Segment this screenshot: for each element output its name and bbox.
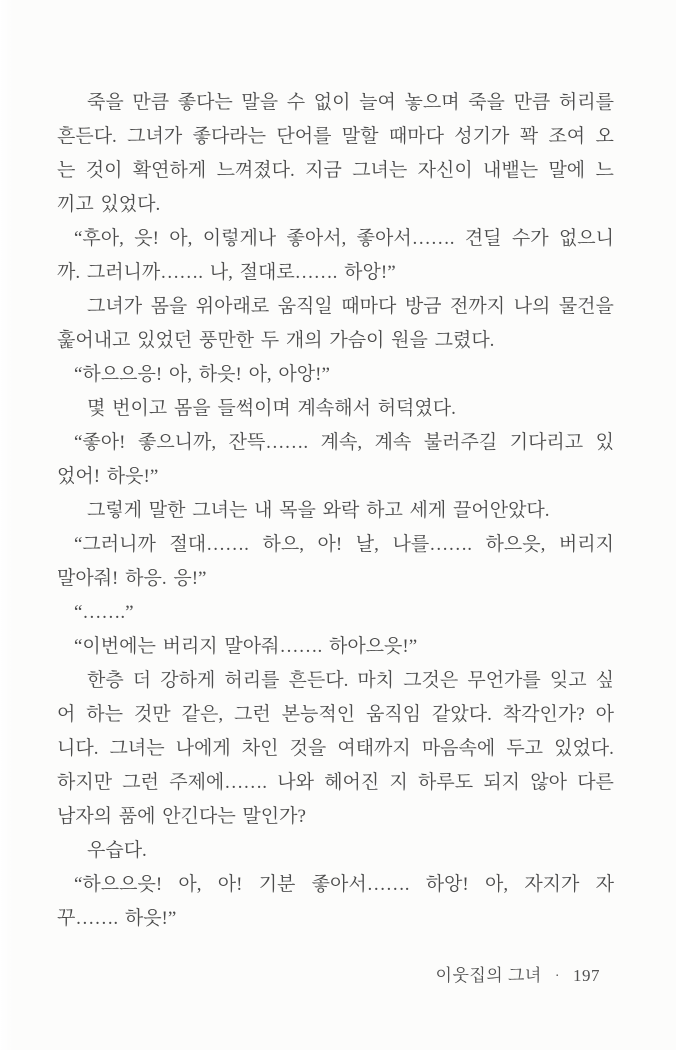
- text-word: 흔든다.: [288, 670, 349, 691]
- text-word: 기다리고: [509, 432, 584, 453]
- text-word: 없이: [313, 92, 351, 113]
- text-word: 움직일: [277, 296, 333, 317]
- text-word: 그녀가: [87, 296, 143, 317]
- page-footer: [436, 962, 600, 990]
- text-word: 차인: [241, 738, 279, 759]
- text-line: [57, 868, 614, 902]
- text-word: “하으으읏!: [74, 874, 163, 895]
- text-word: 니다.: [57, 738, 99, 759]
- text-word: 나를…….: [392, 534, 472, 555]
- text-word: 때마다: [388, 126, 444, 147]
- text-word: 없으니: [558, 228, 614, 249]
- text-word: 놓으며: [404, 92, 460, 113]
- text-word: 것이: [85, 160, 123, 181]
- text-line: 훑어내고 있었던 풍만한 두 개의 가슴이 원을 그렸다.: [57, 330, 495, 351]
- text-line: 었어! 하읏!”: [57, 466, 159, 487]
- page-number: 197: [573, 966, 600, 985]
- text-word: 자신이: [417, 160, 473, 181]
- text-word: 위아래로: [195, 296, 270, 317]
- text-word: 말할: [341, 126, 379, 147]
- text-word: 착각인가?: [502, 704, 585, 725]
- text-line: 말아줘! 하응. 응!”: [57, 568, 207, 589]
- text-word: “그러니까: [74, 534, 156, 555]
- text-word: 않아: [530, 772, 567, 793]
- text-word: 움직임: [366, 704, 422, 725]
- text-word: 잔뜩…….: [228, 432, 309, 453]
- text-word: 몸을: [150, 296, 188, 317]
- text-word: 아!: [217, 874, 243, 895]
- text-word: 되지: [483, 772, 521, 793]
- text-line: “…….”: [74, 602, 134, 623]
- text-word: 만큼: [132, 92, 170, 113]
- text-word: 헤어진: [324, 772, 380, 793]
- text-word: 꽉: [519, 126, 539, 147]
- text-word: 마치: [357, 670, 395, 691]
- text-word: 말을: [241, 92, 279, 113]
- text-word: 나와: [277, 772, 314, 793]
- text-word: 나에게: [175, 738, 231, 759]
- text-word: 나의: [513, 296, 551, 317]
- text-word: 다른: [577, 772, 614, 793]
- text-line: [57, 528, 614, 562]
- text-line: 남자의 품에 안긴다는 말인가?: [57, 806, 306, 827]
- text-word: 불러주길: [423, 432, 498, 453]
- text-line: 우습다.: [87, 840, 147, 861]
- text-word: 때마다: [341, 296, 397, 317]
- text-word: 좋으니까,: [137, 432, 217, 453]
- text-word: 계속: [374, 432, 412, 453]
- text-word: 아,: [178, 874, 202, 895]
- text-word: 여태까지: [337, 738, 411, 759]
- text-line: “하으으응! 아, 하읏! 아, 아앙!”: [74, 364, 330, 385]
- running-title: 이웃집의 그녀: [435, 966, 542, 985]
- text-word: 조여: [548, 126, 586, 147]
- text-word: 같은,: [181, 704, 224, 725]
- text-word: 것을: [289, 738, 327, 759]
- text-word: 마음속에: [421, 738, 496, 759]
- text-word: 한층: [87, 670, 124, 691]
- text-line: [57, 222, 614, 256]
- text-line: [57, 426, 614, 460]
- text-word: 단어를: [276, 126, 332, 147]
- text-word: 아,: [484, 874, 509, 895]
- text-word: 자지가: [524, 874, 580, 895]
- text-word: 아: [595, 704, 614, 725]
- text-word: 두고: [506, 738, 544, 759]
- text-word: 죽을: [87, 92, 124, 113]
- text-word: 싶: [595, 670, 614, 691]
- text-word: 하앙!: [425, 874, 469, 895]
- text-word: 내뱉는: [483, 160, 539, 181]
- text-line: 꾸……. 하읏!”: [57, 908, 177, 929]
- text-word: 는: [57, 160, 76, 181]
- text-word: 어: [57, 704, 76, 725]
- text-word: 기분: [258, 874, 296, 895]
- text-word: 그런: [122, 772, 159, 793]
- text-word: 읏!: [134, 228, 159, 249]
- text-word: “후아,: [74, 228, 124, 249]
- text-word: 전까지: [450, 296, 506, 317]
- text-word: 물건을: [558, 296, 614, 317]
- text-word: 수가: [511, 228, 549, 249]
- text-word: 좋아서,: [286, 228, 347, 249]
- text-line: 그렇게 말한 그녀는 내 목을 와락 하고 세게 끌어안았다.: [87, 500, 550, 521]
- text-word: 강하게: [160, 670, 216, 691]
- text-word: 성기가: [454, 126, 510, 147]
- text-word: 느껴졌다.: [216, 160, 295, 181]
- text-word: 하으,: [262, 534, 304, 555]
- text-word: 하지만: [57, 772, 113, 793]
- text-word: 허리를: [558, 92, 614, 113]
- text-word: 느: [595, 160, 614, 181]
- text-word: 견딜: [464, 228, 502, 249]
- text-word: 말에: [548, 160, 586, 181]
- text-word: 무언가를: [467, 670, 541, 691]
- text-word: 그런: [234, 704, 271, 725]
- text-word: 만큼: [513, 92, 551, 113]
- text-word: 아,: [169, 228, 193, 249]
- text-word: 흔든다.: [57, 126, 117, 147]
- text-word: 하루도: [418, 772, 474, 793]
- text-word: 수: [286, 92, 306, 113]
- text-word: 그것은: [403, 670, 459, 691]
- text-word: 허리를: [224, 670, 280, 691]
- text-line: [57, 120, 614, 154]
- text-word: 주제에…….: [169, 772, 268, 793]
- text-word: 더: [132, 670, 152, 691]
- text-word: 오: [595, 126, 614, 147]
- text-word: “좋아!: [74, 432, 126, 453]
- text-word: 것만: [133, 704, 171, 725]
- text-word: 하으읏,: [485, 534, 546, 555]
- text-word: 좋아서…….: [311, 874, 410, 895]
- page-text: [57, 86, 614, 936]
- text-word: 그녀는: [109, 738, 165, 759]
- text-word: 지: [389, 772, 408, 793]
- text-line: [57, 86, 614, 120]
- text-word: 그녀는: [352, 160, 408, 181]
- text-word: 늘여: [359, 92, 396, 113]
- text-line: “이번에는 버리지 말아줘……. 하아으읏!”: [74, 636, 418, 657]
- text-word: 방금: [404, 296, 442, 317]
- text-line: [57, 154, 614, 188]
- text-line: [57, 290, 614, 324]
- text-word: 하는: [86, 704, 124, 725]
- footer-separator-dot: ·: [554, 969, 560, 984]
- text-word: 좋다라는: [192, 126, 267, 147]
- text-word: 계속,: [320, 432, 363, 453]
- text-word: 확연하게: [132, 160, 207, 181]
- text-word: 있: [595, 432, 614, 453]
- text-word: 있었다.: [554, 738, 614, 759]
- text-line: [57, 766, 614, 800]
- text-word: 자: [595, 874, 614, 895]
- text-line: [57, 732, 614, 766]
- text-word: 이렇게나: [202, 228, 277, 249]
- text-word: 본능적인: [281, 704, 356, 725]
- text-word: 죽을: [468, 92, 505, 113]
- text-word: 지금: [305, 160, 342, 181]
- text-word: 같았다.: [432, 704, 492, 725]
- text-word: 그녀가: [127, 126, 183, 147]
- text-line: 끼고 있었다.: [57, 194, 161, 215]
- text-word: 좋아서…….: [356, 228, 455, 249]
- text-line: [57, 664, 614, 698]
- text-line: 몇 번이고 몸을 들썩이며 계속해서 허덕였다.: [87, 398, 456, 419]
- text-line: [57, 698, 614, 732]
- text-word: 좋다는: [177, 92, 233, 113]
- text-word: 버리지: [558, 534, 614, 555]
- text-line: 까. 그러니까……. 나, 절대로……. 하앙!”: [57, 262, 396, 283]
- text-word: 잊고: [549, 670, 587, 691]
- text-word: 날,: [355, 534, 379, 555]
- text-word: 절대…….: [169, 534, 249, 555]
- text-word: 아!: [317, 534, 343, 555]
